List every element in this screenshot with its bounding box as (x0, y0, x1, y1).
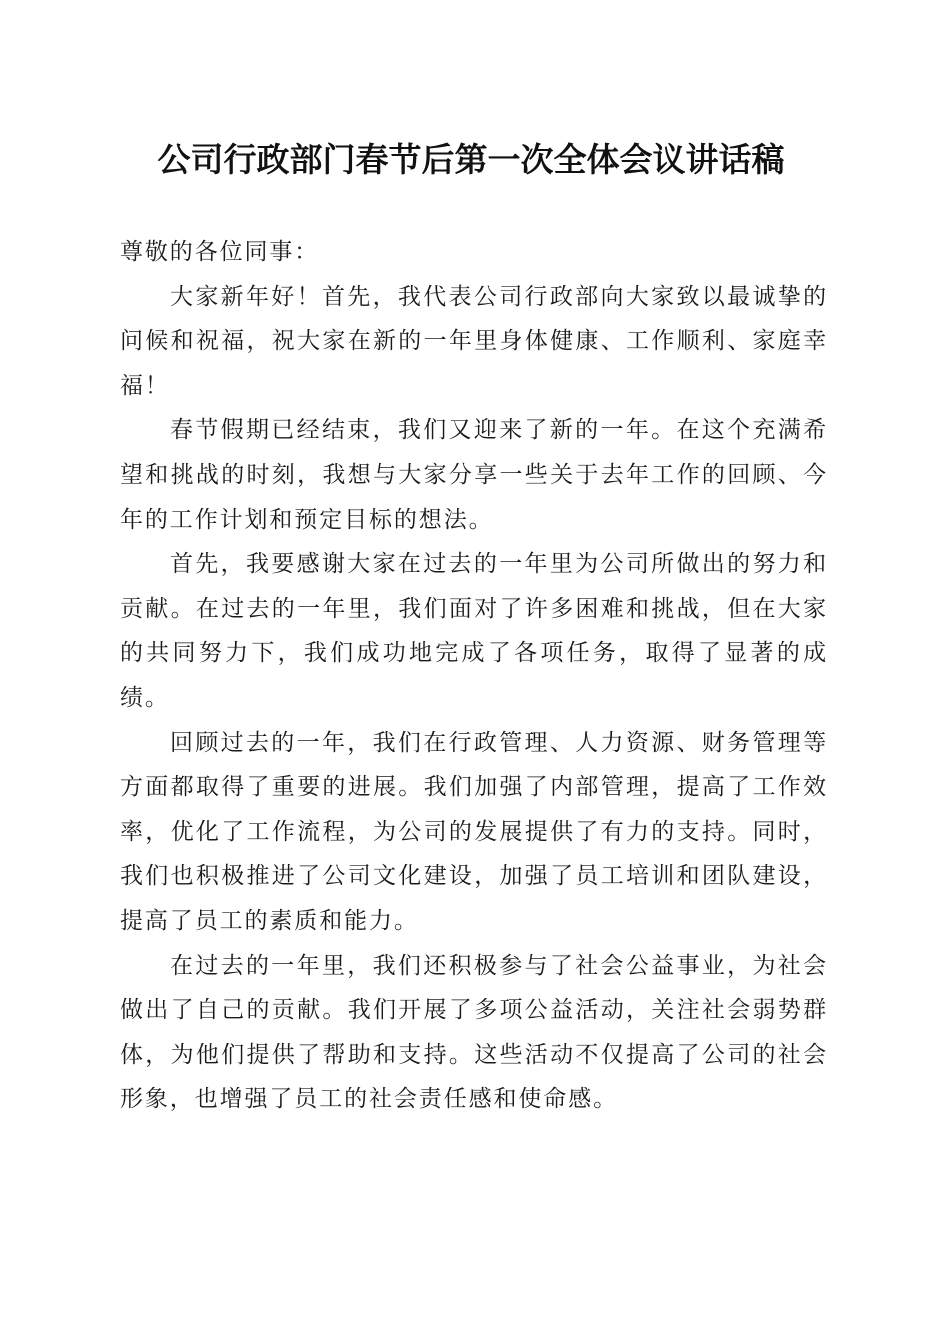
paragraph-public-welfare: 在过去的一年里，我们还积极参与了社会公益事业，为社会做出了自己的贡献。我们开展了多项公益活动，关注社会弱势群体，为他们提供了帮助和支持。这些活动不仅提高了公司的社会形象，也增强了员工的社会责任感和使命感。 (120, 952, 828, 1113)
paragraph-thanks: 首先，我要感谢大家在过去的一年里为公司所做出的努力和贡献。在过去的一年里，我们面对了许多困难和挑战，但在大家的共同努力下，我们成功地完成了各项任务，取得了显著的成绩。 (120, 551, 828, 711)
paragraph-greeting: 大家新年好！首先，我代表公司行政部向大家致以最诚挚的问候和祝福，祝大家在新的一年里身体健康、工作顺利、家庭幸福！ (120, 283, 828, 399)
paragraph-new-year: 春节假期已经结束，我们又迎来了新的一年。在这个充满希望和挑战的时刻，我想与大家分享一些关于去年工作的回顾、今年的工作计划和预定目标的想法。 (120, 417, 828, 533)
document-title: 公司行政部门春节后第一次全体会议讲话稿 (157, 140, 785, 179)
paragraph-review: 回顾过去的一年，我们在行政管理、人力资源、财务管理等方面都取得了重要的进展。我们加强了内部管理，提高了工作效率，优化了工作流程，为公司的发展提供了有力的支持。同时，我们也积极推进了公司文化建设，加强了员工培训和团队建设，提高了员工的素质和能力。 (120, 729, 828, 934)
document-body (120, 230, 828, 1122)
salutation: 尊敬的各位同事： (120, 239, 320, 265)
